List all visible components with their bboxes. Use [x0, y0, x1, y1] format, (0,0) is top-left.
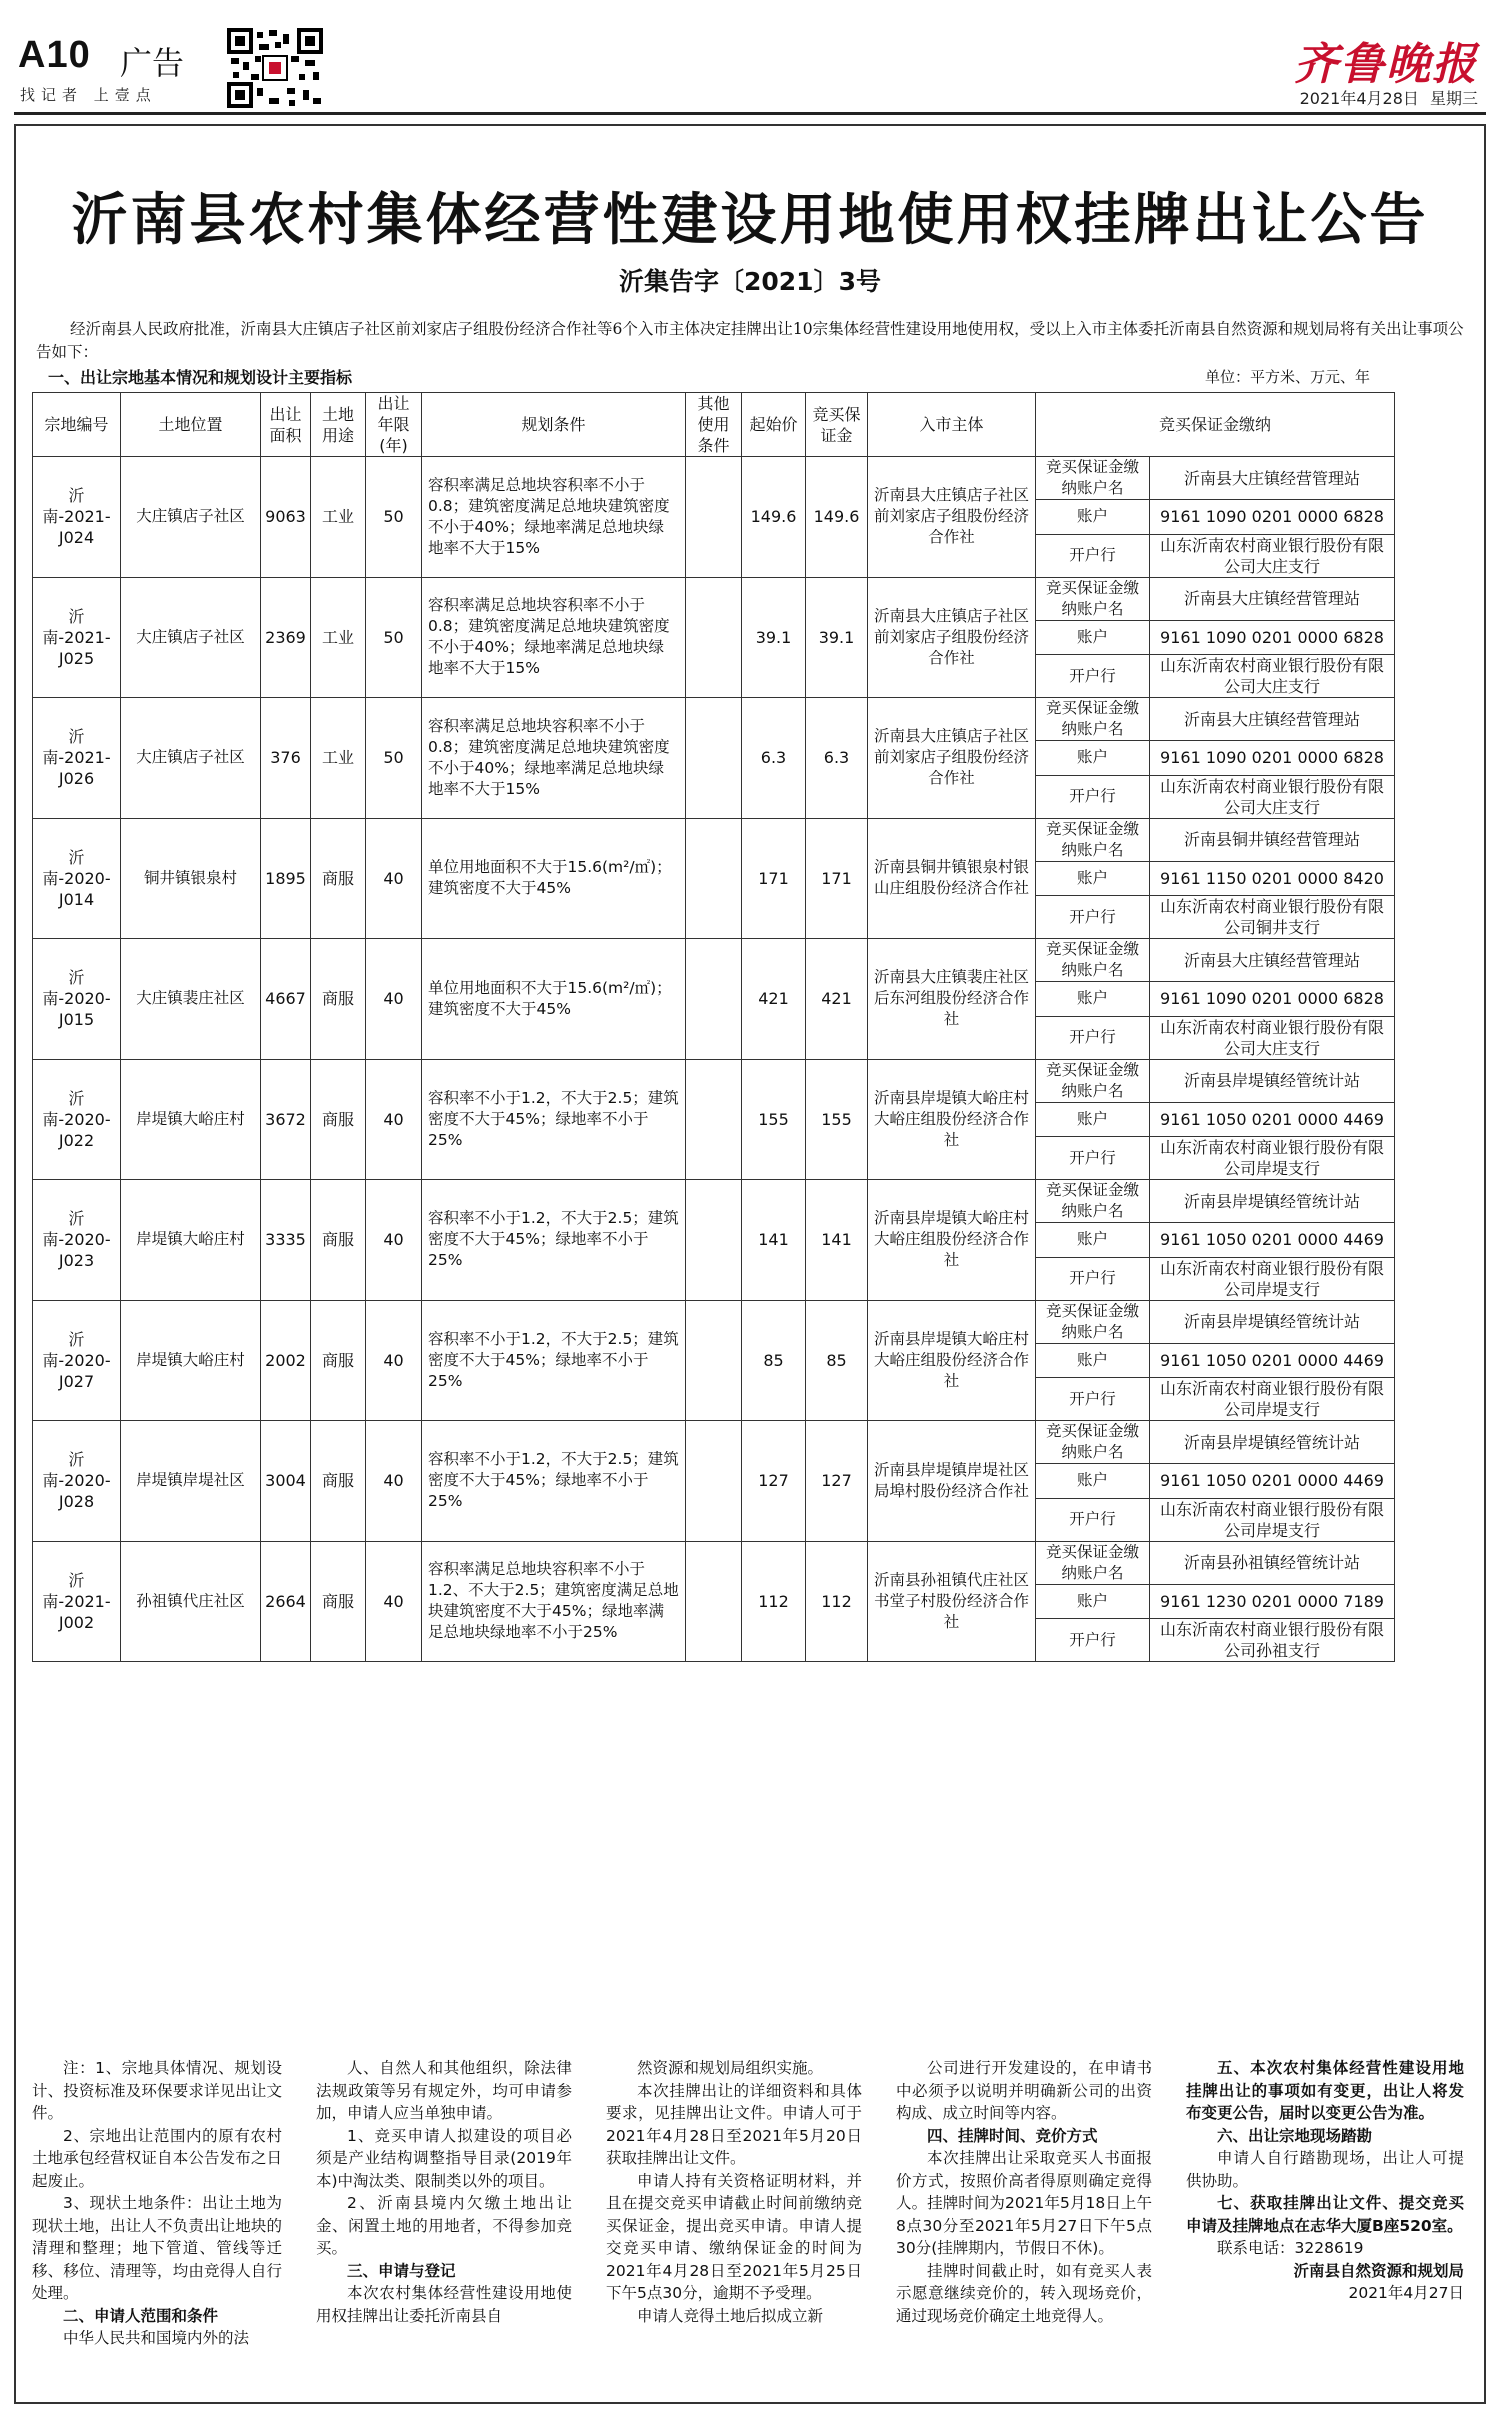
cell-value-account: 9161 1090 0201 0000 6828: [1150, 982, 1395, 1017]
cell-location: 岸堤镇大峪庄村: [121, 1180, 261, 1301]
cell-label-account-name: 竞买保证金缴纳账户名: [1036, 577, 1150, 620]
cell-label-account: 账户: [1036, 1102, 1150, 1137]
cell-parcel-id: 沂南-2020-J027: [33, 1300, 121, 1421]
cell-use: 商服: [311, 1300, 366, 1421]
cell-parcel-id: 沂南-2020-J015: [33, 939, 121, 1060]
cell-other: [686, 1300, 742, 1421]
masthead-logo: 齐鲁晚报: [1294, 39, 1478, 90]
cell-parcel-id: 沂南-2020-J014: [33, 818, 121, 939]
note-paragraph: 注：1、宗地具体情况、规划设计、投资标准及环保要求详见出让文件。: [32, 2059, 282, 2122]
notes-column-2: [316, 2057, 572, 2327]
note-paragraph: 申请人持有关资格证明材料，并且在提交竞买申请截止时间前缴纳竞买保证金，提出竞买申请。申请人提交竞买申请、缴纳保证金的时间为2021年4月28日至2021年5月25日下午5点30分，逾期不予受理。: [606, 2171, 862, 2302]
cell-use: 商服: [311, 1421, 366, 1542]
cell-term: 40: [366, 1421, 422, 1542]
cell-label-bank: 开户行: [1036, 775, 1150, 818]
cell-term: 40: [366, 818, 422, 939]
cell-deposit: 171: [806, 818, 868, 939]
cell-location: 孙祖镇代庄社区: [121, 1541, 261, 1662]
cell-location: 大庄镇店子社区: [121, 698, 261, 819]
table-row: [33, 1180, 1395, 1223]
cell-use: 商服: [311, 1180, 366, 1301]
cell-label-account: 账户: [1036, 500, 1150, 535]
cell-parcel-id: 沂南-2021-J002: [33, 1541, 121, 1662]
cell-label-account-name: 竞买保证金缴纳账户名: [1036, 1180, 1150, 1223]
col-payment: 竞买保证金缴纳: [1036, 393, 1395, 457]
date-text: 2021年4月28日: [1299, 89, 1419, 108]
cell-label-bank: 开户行: [1036, 534, 1150, 577]
cell-start-price: 149.6: [742, 457, 806, 578]
cell-label-bank: 开户行: [1036, 1498, 1150, 1541]
col-term: 出让年限(年): [366, 393, 422, 457]
cell-entity: 沂南县大庄镇店子社区前刘家店子组股份经济合作社: [868, 457, 1036, 578]
cell-planning: 容积率满足总地块容积率不小于0.8；建筑密度满足总地块建筑密度不小于40%；绿地率满足总地块绿地率不大于15%: [422, 577, 686, 698]
cell-value-account-name: 沂南县大庄镇经营管理站: [1150, 939, 1395, 982]
cell-label-account: 账户: [1036, 620, 1150, 655]
cell-label-account: 账户: [1036, 1223, 1150, 1258]
cell-term: 40: [366, 939, 422, 1060]
cell-value-account: 9161 1050 0201 0000 4469: [1150, 1223, 1395, 1258]
cell-other: [686, 1059, 742, 1180]
col-id: 宗地编号: [33, 393, 121, 457]
section-heading: 一、出让宗地基本情况和规划设计主要指标: [48, 368, 353, 387]
cell-start-price: 141: [742, 1180, 806, 1301]
cell-value-bank: 山东沂南农村商业银行股份有限公司岸堤支行: [1150, 1137, 1395, 1180]
col-start-price: 起始价: [742, 393, 806, 457]
cell-label-account: 账户: [1036, 1584, 1150, 1619]
cell-term: 40: [366, 1059, 422, 1180]
table-row: [33, 1421, 1395, 1464]
notice-title: 沂南县农村集体经营性建设用地使用权挂牌出让公告: [71, 188, 1429, 253]
cell-other: [686, 939, 742, 1060]
table-row: [33, 1300, 1395, 1343]
signature-date: 2021年4月27日: [1348, 2284, 1464, 2302]
cell-entity: 沂南县岸堤镇大峪庄村大峪庄组股份经济合作社: [868, 1300, 1036, 1421]
page-number: A10: [18, 34, 91, 76]
cell-label-bank: 开户行: [1036, 1257, 1150, 1300]
cell-label-account-name: 竞买保证金缴纳账户名: [1036, 457, 1150, 500]
cell-planning: 容积率不小于1.2，不大于2.5；建筑密度不大于45%；绿地率不小于25%: [422, 1421, 686, 1542]
unit-note: 单位：平方米、万元、年: [1204, 368, 1370, 386]
cell-planning: 容积率不小于1.2，不大于2.5；建筑密度不大于45%；绿地率不小于25%: [422, 1180, 686, 1301]
cell-deposit: 141: [806, 1180, 868, 1301]
note-heading: 五、本次农村集体经营性建设用地挂牌出让的事项如有变更，出让人将发布变更公告，届时以变更公告为准。: [1186, 2059, 1464, 2122]
note-paragraph: 公司进行开发建设的，在申请书中必须予以说明并明确新公司的出资构成、成立时间等内容。: [896, 2059, 1152, 2122]
cell-use: 工业: [311, 457, 366, 578]
table-header-row: [33, 393, 1395, 457]
cell-use: 商服: [311, 1059, 366, 1180]
note-paragraph: 本次挂牌出让采取竞买人书面报价方式，按照价高者得原则确定竞得人。挂牌时间为2021年5月18日上午8点30分至2021年5月27日下午5点30分(挂牌期内，节假日不休)。: [896, 2149, 1152, 2257]
note-heading: 四、挂牌时间、竞价方式: [927, 2126, 1098, 2145]
table-row: [33, 939, 1395, 982]
cell-value-account-name: 沂南县岸堤镇经管统计站: [1150, 1180, 1395, 1223]
cell-location: 岸堤镇大峪庄村: [121, 1300, 261, 1421]
cell-label-account-name: 竞买保证金缴纳账户名: [1036, 818, 1150, 861]
cell-value-bank: 山东沂南农村商业银行股份有限公司岸堤支行: [1150, 1378, 1395, 1421]
cell-value-account-name: 沂南县岸堤镇经管统计站: [1150, 1059, 1395, 1102]
cell-value-account: 9161 1090 0201 0000 6828: [1150, 741, 1395, 776]
weekday-text: 星期三: [1429, 89, 1478, 108]
cell-term: 40: [366, 1300, 422, 1421]
cell-other: [686, 1541, 742, 1662]
cell-planning: 单位用地面积不大于15.6(m²/㎡)；建筑密度不大于45%: [422, 818, 686, 939]
cell-deposit: 155: [806, 1059, 868, 1180]
note-paragraph: 3、现状土地条件：出让土地为现状土地，出让人不负责出让地块的清理和整理；地下管道、管线等迁移、移位、清理等，均由竞得人自行处理。: [32, 2194, 282, 2302]
cell-start-price: 6.3: [742, 698, 806, 819]
cell-label-bank: 开户行: [1036, 655, 1150, 698]
cell-start-price: 171: [742, 818, 806, 939]
cell-value-account-name: 沂南县大庄镇经营管理站: [1150, 577, 1395, 620]
note-heading: 二、申请人范围和条件: [63, 2306, 219, 2325]
cell-planning: 单位用地面积不大于15.6(m²/㎡)；建筑密度不大于45%: [422, 939, 686, 1060]
signature: 沂南县自然资源和规划局: [1293, 2261, 1464, 2280]
note-heading: 三、申请与登记: [347, 2261, 456, 2280]
qr-code-icon[interactable]: [225, 26, 325, 110]
cell-label-account-name: 竞买保证金缴纳账户名: [1036, 1421, 1150, 1464]
document-number: 沂集告字〔2021〕3号: [619, 267, 881, 296]
parcel-table: [32, 392, 1395, 1662]
cell-label-bank: 开户行: [1036, 896, 1150, 939]
notes-column-4: [896, 2057, 1152, 2327]
cell-term: 50: [366, 698, 422, 819]
cell-planning: 容积率不小于1.2，不大于2.5；建筑密度不大于45%；绿地率不小于25%: [422, 1300, 686, 1421]
note-heading: 七、获取挂牌出让文件、提交竞买申请及挂牌地点在志华大厦B座520室。: [1186, 2194, 1464, 2235]
table-row: [33, 1541, 1395, 1584]
col-other: 其他使用条件: [686, 393, 742, 457]
cell-term: 50: [366, 457, 422, 578]
cell-entity: 沂南县大庄镇店子社区前刘家店子组股份经济合作社: [868, 698, 1036, 819]
cell-value-account: 9161 1150 0201 0000 8420: [1150, 861, 1395, 896]
cell-location: 岸堤镇岸堤社区: [121, 1421, 261, 1542]
cell-label-account: 账户: [1036, 741, 1150, 776]
cell-other: [686, 577, 742, 698]
cell-entity: 沂南县大庄镇店子社区前刘家店子组股份经济合作社: [868, 577, 1036, 698]
cell-start-price: 421: [742, 939, 806, 1060]
col-use: 土地用途: [311, 393, 366, 457]
cell-deposit: 421: [806, 939, 868, 1060]
cell-use: 工业: [311, 698, 366, 819]
cell-parcel-id: 沂南-2021-J026: [33, 698, 121, 819]
cell-label-account-name: 竞买保证金缴纳账户名: [1036, 939, 1150, 982]
note-paragraph: 1、竞买申请人拟建设的项目必须是产业结构调整指导目录(2019年本)中淘汰类、限制类以外的项目。: [316, 2126, 572, 2190]
cell-label-account-name: 竞买保证金缴纳账户名: [1036, 698, 1150, 741]
cell-label-account-name: 竞买保证金缴纳账户名: [1036, 1300, 1150, 1343]
cell-parcel-id: 沂南-2021-J025: [33, 577, 121, 698]
section-name: 广告: [120, 44, 185, 82]
slogan: 找记者 上壹点: [20, 86, 157, 104]
cell-value-bank: 山东沂南农村商业银行股份有限公司大庄支行: [1150, 534, 1395, 577]
note-paragraph: 然资源和规划局组织实施。: [637, 2059, 824, 2077]
note-paragraph: 人、自然人和其他组织，除法律法规政策等另有规定外，均可申请参加，申请人应当单独申请。: [316, 2059, 572, 2122]
cell-area: 1895: [261, 818, 311, 939]
cell-value-account-name: 沂南县铜井镇经营管理站: [1150, 818, 1395, 861]
cell-value-bank: 山东沂南农村商业银行股份有限公司岸堤支行: [1150, 1257, 1395, 1300]
cell-entity: 沂南县铜井镇银泉村银山庄组股份经济合作社: [868, 818, 1036, 939]
cell-value-account: 9161 1090 0201 0000 6828: [1150, 500, 1395, 535]
cell-location: 大庄镇店子社区: [121, 457, 261, 578]
cell-other: [686, 1421, 742, 1542]
cell-label-account: 账户: [1036, 1343, 1150, 1378]
cell-location: 岸堤镇大峪庄村: [121, 1059, 261, 1180]
cell-area: 376: [261, 698, 311, 819]
cell-entity: 沂南县岸堤镇大峪庄村大峪庄组股份经济合作社: [868, 1059, 1036, 1180]
cell-value-bank: 山东沂南农村商业银行股份有限公司大庄支行: [1150, 655, 1395, 698]
cell-term: 40: [366, 1541, 422, 1662]
header-rule: [14, 112, 1486, 115]
table-row: [33, 457, 1395, 500]
cell-label-bank: 开户行: [1036, 1016, 1150, 1059]
cell-location: 铜井镇银泉村: [121, 818, 261, 939]
issue-date: [1300, 86, 1478, 109]
cell-value-bank: 山东沂南农村商业银行股份有限公司铜井支行: [1150, 896, 1395, 939]
note-paragraph: 申请人自行踏勘现场，出让人可提供协助。: [1186, 2149, 1464, 2190]
col-area: 出让面积: [261, 393, 311, 457]
cell-label-bank: 开户行: [1036, 1137, 1150, 1180]
cell-area: 3004: [261, 1421, 311, 1542]
cell-label-account: 账户: [1036, 1464, 1150, 1499]
table-row: [33, 1059, 1395, 1102]
note-paragraph: 2、沂南县境内欠缴土地出让金、闲置土地的用地者，不得参加竞买。: [316, 2194, 572, 2257]
notes-column-1: [32, 2057, 282, 2350]
cell-parcel-id: 沂南-2020-J023: [33, 1180, 121, 1301]
cell-label-account: 账户: [1036, 861, 1150, 896]
cell-term: 40: [366, 1180, 422, 1301]
notes-column-3: [606, 2057, 862, 2327]
cell-other: [686, 1180, 742, 1301]
intro-paragraph: 经沂南县人民政府批准，沂南县大庄镇店子社区前刘家店子组股份经济合作社等6个入市主体决定挂牌出让10宗集体经营性建设用地使用权，受以上入市主体委托沂南县自然资源和规划局将有关出让事项公告如下：: [36, 320, 1464, 361]
cell-value-bank: 山东沂南农村商业银行股份有限公司岸堤支行: [1150, 1498, 1395, 1541]
cell-start-price: 85: [742, 1300, 806, 1421]
cell-use: 商服: [311, 939, 366, 1060]
cell-value-account-name: 沂南县孙祖镇经管统计站: [1150, 1541, 1395, 1584]
cell-value-account-name: 沂南县岸堤镇经管统计站: [1150, 1300, 1395, 1343]
cell-label-account-name: 竞买保证金缴纳账户名: [1036, 1059, 1150, 1102]
cell-parcel-id: 沂南-2020-J022: [33, 1059, 121, 1180]
cell-value-account: 9161 1050 0201 0000 4469: [1150, 1464, 1395, 1499]
col-location: 土地位置: [121, 393, 261, 457]
cell-value-bank: 山东沂南农村商业银行股份有限公司大庄支行: [1150, 775, 1395, 818]
note-paragraph: 联系电话：3228619: [1217, 2239, 1364, 2257]
note-paragraph: 本次农村集体经营性建设用地使用权挂牌出让委托沂南县自: [316, 2284, 572, 2325]
cell-location: 大庄镇裴庄社区: [121, 939, 261, 1060]
cell-value-bank: 山东沂南农村商业银行股份有限公司孙祖支行: [1150, 1619, 1395, 1662]
table-row: [33, 577, 1395, 620]
col-entity: 入市主体: [868, 393, 1036, 457]
cell-deposit: 127: [806, 1421, 868, 1542]
cell-planning: 容积率满足总地块容积率不小于0.8；建筑密度满足总地块建筑密度不小于40%；绿地率满足总地块绿地率不大于15%: [422, 698, 686, 819]
cell-area: 2002: [261, 1300, 311, 1421]
cell-entity: 沂南县孙祖镇代庄社区书堂子村股份经济合作社: [868, 1541, 1036, 1662]
cell-entity: 沂南县岸堤镇岸堤社区局埠村股份经济合作社: [868, 1421, 1036, 1542]
cell-area: 3335: [261, 1180, 311, 1301]
cell-other: [686, 698, 742, 819]
cell-value-account-name: 沂南县大庄镇经营管理站: [1150, 698, 1395, 741]
col-deposit: 竞买保证金: [806, 393, 868, 457]
table-row: [33, 698, 1395, 741]
cell-deposit: 6.3: [806, 698, 868, 819]
table-row: [33, 818, 1395, 861]
note-paragraph: 挂牌时间截止时，如有竞买人表示愿意继续竞价的，转入现场竞价，通过现场竞价确定土地竞得人。: [896, 2261, 1152, 2325]
cell-location: 大庄镇店子社区: [121, 577, 261, 698]
note-heading: 六、出让宗地现场踏勘: [1217, 2126, 1373, 2145]
note-paragraph: 中华人民共和国境内外的法: [63, 2329, 250, 2347]
cell-value-account-name: 沂南县大庄镇经营管理站: [1150, 457, 1395, 500]
cell-area: 2369: [261, 577, 311, 698]
cell-area: 2664: [261, 1541, 311, 1662]
cell-value-account: 9161 1050 0201 0000 4469: [1150, 1343, 1395, 1378]
cell-deposit: 85: [806, 1300, 868, 1421]
cell-label-bank: 开户行: [1036, 1378, 1150, 1421]
cell-area: 3672: [261, 1059, 311, 1180]
cell-entity: 沂南县岸堤镇大峪庄村大峪庄组股份经济合作社: [868, 1180, 1036, 1301]
cell-other: [686, 818, 742, 939]
cell-planning: 容积率满足总地块容积率不小于1.2、不大于2.5；建筑密度满足总地块建筑密度不大于45%；绿地率满足总地块绿地率不小于25%: [422, 1541, 686, 1662]
cell-start-price: 39.1: [742, 577, 806, 698]
cell-value-account: 9161 1050 0201 0000 4469: [1150, 1102, 1395, 1137]
note-paragraph: 本次挂牌出让的详细资料和具体要求，见挂牌出让文件。申请人可于2021年4月28日至2021年5月20日获取挂牌出让文件。: [606, 2081, 862, 2167]
cell-use: 商服: [311, 818, 366, 939]
cell-deposit: 149.6: [806, 457, 868, 578]
cell-label-account-name: 竞买保证金缴纳账户名: [1036, 1541, 1150, 1584]
cell-start-price: 127: [742, 1421, 806, 1542]
cell-area: 4667: [261, 939, 311, 1060]
cell-term: 50: [366, 577, 422, 698]
cell-start-price: 112: [742, 1541, 806, 1662]
cell-value-bank: 山东沂南农村商业银行股份有限公司大庄支行: [1150, 1016, 1395, 1059]
cell-value-account: 9161 1230 0201 0000 7189: [1150, 1584, 1395, 1619]
cell-label-bank: 开户行: [1036, 1619, 1150, 1662]
note-paragraph: 申请人竞得土地后拟成立新: [637, 2306, 824, 2325]
cell-value-account: 9161 1090 0201 0000 6828: [1150, 620, 1395, 655]
cell-parcel-id: 沂南-2021-J024: [33, 457, 121, 578]
cell-deposit: 112: [806, 1541, 868, 1662]
cell-other: [686, 457, 742, 578]
cell-start-price: 155: [742, 1059, 806, 1180]
notes-column-5: [1186, 2057, 1464, 2305]
cell-planning: 容积率满足总地块容积率不小于0.8；建筑密度满足总地块建筑密度不小于40%；绿地率满足总地块绿地率不大于15%: [422, 457, 686, 578]
cell-planning: 容积率不小于1.2，不大于2.5；建筑密度不大于45%；绿地率不小于25%: [422, 1059, 686, 1180]
cell-value-account-name: 沂南县岸堤镇经管统计站: [1150, 1421, 1395, 1464]
cell-entity: 沂南县大庄镇裴庄社区后东河组股份经济合作社: [868, 939, 1036, 1060]
cell-label-account: 账户: [1036, 982, 1150, 1017]
cell-deposit: 39.1: [806, 577, 868, 698]
cell-use: 工业: [311, 577, 366, 698]
col-planning: 规划条件: [422, 393, 686, 457]
note-paragraph: 2、宗地出让范围内的原有农村土地承包经营权证自本公告发布之日起废止。: [32, 2126, 282, 2190]
cell-parcel-id: 沂南-2020-J028: [33, 1421, 121, 1542]
cell-area: 9063: [261, 457, 311, 578]
cell-use: 商服: [311, 1541, 366, 1662]
